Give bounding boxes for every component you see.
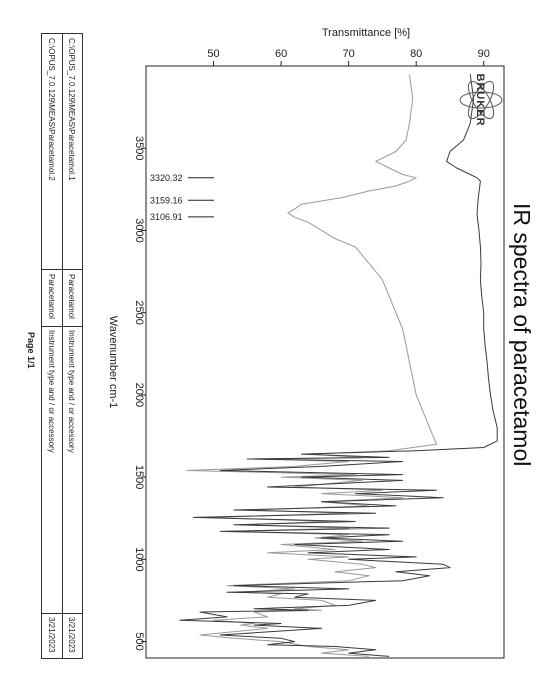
peak-labels — [150, 173, 214, 222]
instrument-2: Instrument type and / or accessory — [47, 330, 56, 453]
y-axis-title: Transmittance [%] — [321, 27, 411, 39]
y-tick-label: 70 — [342, 48, 355, 60]
plot-frame — [146, 66, 504, 658]
x-tick-label: 3500 — [133, 135, 145, 161]
x-tick-label: 3000 — [133, 218, 145, 243]
date-2: 3/21/2023 — [47, 617, 56, 653]
sample-name-2: Paracetamol — [47, 274, 56, 319]
spectrum-line-1 — [187, 74, 437, 656]
y-tick-label: 60 — [274, 48, 288, 60]
x-axis-ticks — [133, 136, 146, 651]
spectrum-line-2 — [180, 74, 497, 656]
sample-name-1: Paracetamol — [67, 274, 76, 319]
x-tick-label: 500 — [133, 632, 145, 651]
x-tick-label: 1000 — [133, 547, 145, 572]
peak-label: 3320.32 — [150, 172, 183, 183]
bruker-logo-text: BRUKER — [474, 73, 486, 127]
instrument-1: Instrument type and / or accessory — [67, 330, 76, 453]
peak-label: 3159.16 — [150, 195, 183, 206]
y-tick-label: 80 — [410, 48, 423, 60]
y-axis-ticks — [207, 48, 489, 66]
peak-label: 3106.91 — [150, 211, 183, 222]
series-layer — [180, 74, 497, 656]
bruker-logo — [460, 73, 502, 126]
side-title: IR spectra of paracetamol — [509, 203, 535, 467]
file-path-1: C:\OPUS_7.0.129\MEAS\Paracetamol.1 — [67, 38, 76, 181]
x-tick-label: 2000 — [133, 382, 145, 408]
x-tick-label: 1500 — [133, 464, 145, 490]
y-tick-label: 50 — [207, 48, 220, 60]
x-axis-title: Wavenumber cm-1 — [107, 315, 119, 409]
date-1: 3/21/2023 — [67, 617, 76, 653]
x-tick-label: 2500 — [133, 300, 145, 325]
page-label: Page 1/1 — [26, 332, 36, 369]
file-path-2: C:\OPUS_7.0.129\MEAS\Paracetamol.2 — [47, 38, 56, 181]
y-tick-label: 90 — [477, 48, 490, 60]
